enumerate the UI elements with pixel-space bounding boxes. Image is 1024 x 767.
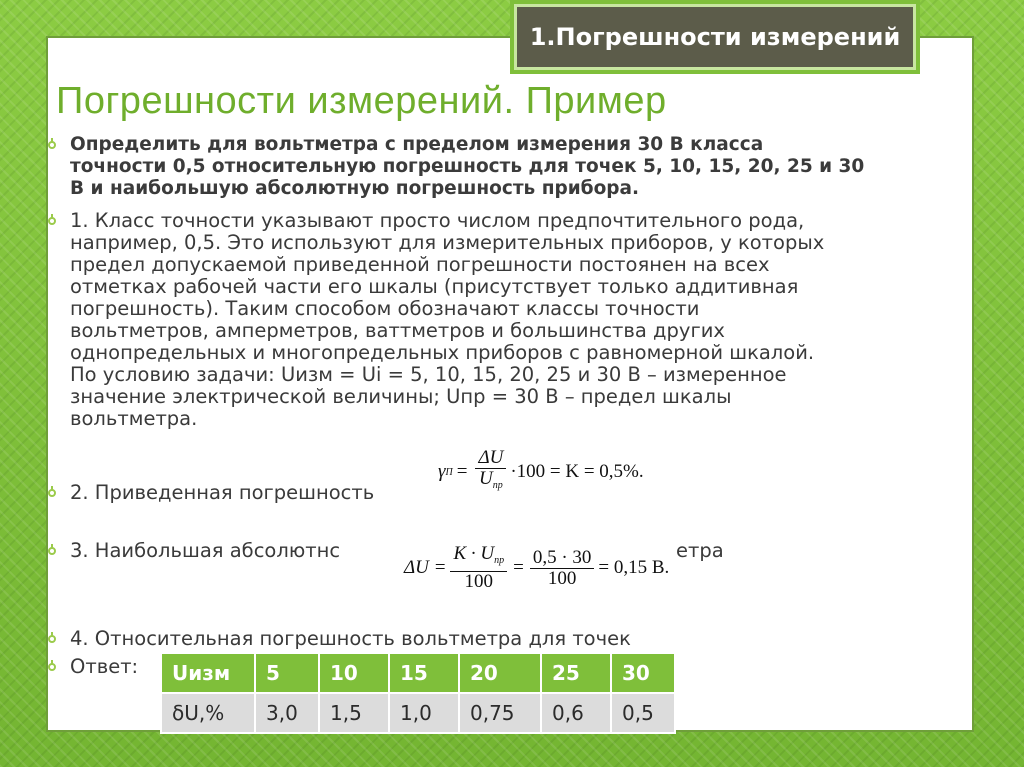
bullet-step-2-text: 2. Приведенная погрешность — [70, 481, 375, 504]
formula1-den-sub: пр — [492, 480, 503, 491]
bullet-step-1 — [48, 210, 824, 430]
formula1-numerator: ΔU — [475, 448, 506, 469]
bullet-marker-icon — [48, 663, 56, 671]
table-cell: 0,6 — [541, 693, 611, 733]
table-header-cell: 30 — [611, 653, 675, 693]
table-cell: 1,5 — [319, 693, 389, 733]
formula1-gamma: γ — [438, 461, 446, 482]
table-cell: 0,75 — [459, 693, 541, 733]
bullet-step-3-tail-text: етра — [676, 539, 724, 562]
table-cell: 3,0 — [255, 693, 319, 733]
bullet-answer-text: Ответ: — [70, 655, 139, 678]
table-header-cell: 15 — [389, 653, 459, 693]
bullet-answer — [48, 656, 138, 678]
formula1-denominator: U — [479, 468, 493, 489]
bullet-step-3-text: 3. Наибольшая абсолютнс — [70, 539, 341, 562]
bullet-step-3 — [48, 540, 340, 562]
section-tab — [510, 0, 920, 74]
bullet-step-3-tail — [676, 540, 724, 562]
formula1-rest: ·100 = K = 0,5%. — [510, 461, 644, 482]
table-header-cell: 25 — [541, 653, 611, 693]
table-header-row — [161, 653, 675, 693]
formula-absolute-error: ΔU = $\frac{K \cdot U_{пр}}{100}$ = $\frac{0,5 \cdot 30}{100}$ = 0,15 В. — [404, 543, 670, 592]
table-header-cell: 10 — [319, 653, 389, 693]
formula-reduced-error: γ П = $\frac{\Delta U}{U_{пр}}$ ·100 = K = 0,5%. — [438, 448, 644, 496]
bullet-step-2 — [48, 482, 374, 504]
table-header-cell: 5 — [255, 653, 319, 693]
formula2-frac1-num: K · U — [453, 543, 495, 564]
formula2-lhs: ΔU = — [404, 557, 447, 578]
formula2-fraction-1 — [450, 544, 507, 592]
section-tab-label: 1.Погрешности измерений — [514, 4, 916, 70]
table-row — [161, 693, 675, 733]
formula1-fraction — [475, 448, 506, 496]
bullet-task — [48, 134, 864, 200]
answer-table — [160, 652, 676, 734]
formula2-fraction-2 — [530, 548, 595, 589]
bullet-marker-icon — [48, 217, 56, 225]
table-cell: 0,5 — [611, 693, 675, 733]
bullet-step-4 — [48, 628, 631, 650]
bullet-marker-icon — [48, 547, 56, 555]
bullet-step-4-text: 4. Относительная погрешность вольтметра для точек — [70, 627, 631, 650]
formula2-frac1-den: 100 — [464, 571, 494, 592]
bullet-marker-icon — [48, 141, 56, 149]
formula2-frac1-num-sub: пр — [494, 555, 505, 566]
bullet-step-1-text: 1. Класс точности указывают просто числом предпочтительного рода, например, 0,5. Это используют для измерительных приборов, у которых предел допускаемой приведенной погрешности постоянен на всех отметках рабочей части его шкалы (присутствует только аддитивная погрешность). Таким способом обозначают классы точности вольтметров, амперметров, ваттметров и большинства других однопредельных и многопредельных приборов с равномерной шкалой. По условию задачи: Uизм = Ui = 5, 10, 15, 20, 25 и 30 В – измеренное значение электрической величины; Uпр = 30 В – предел шкалы вольтметра. — [70, 209, 825, 430]
formula1-gamma-sub: П — [445, 466, 453, 478]
table-header-cell: 20 — [459, 653, 541, 693]
table-header-cell: Uизм — [161, 653, 255, 693]
table-cell: 1,0 — [389, 693, 459, 733]
bullet-marker-icon — [48, 489, 56, 497]
table-cell: δU,% — [161, 693, 255, 733]
bullet-marker-icon — [48, 635, 56, 643]
slide-title: Погрешности измерений. Пример — [56, 80, 667, 122]
formula2-frac2-num: 0,5 · 30 — [530, 548, 595, 569]
formula2-frac2-den: 100 — [547, 567, 577, 589]
bullet-task-text: Определить для вольтметра с пределом измерения 30 В класса точности 0,5 относительную погрешность для точек 5, 10, 15, 20, 25 и 30 В и наибольшую абсолютную погрешность прибора. — [70, 134, 865, 199]
formula2-rest: = 0,15 В. — [598, 557, 670, 578]
